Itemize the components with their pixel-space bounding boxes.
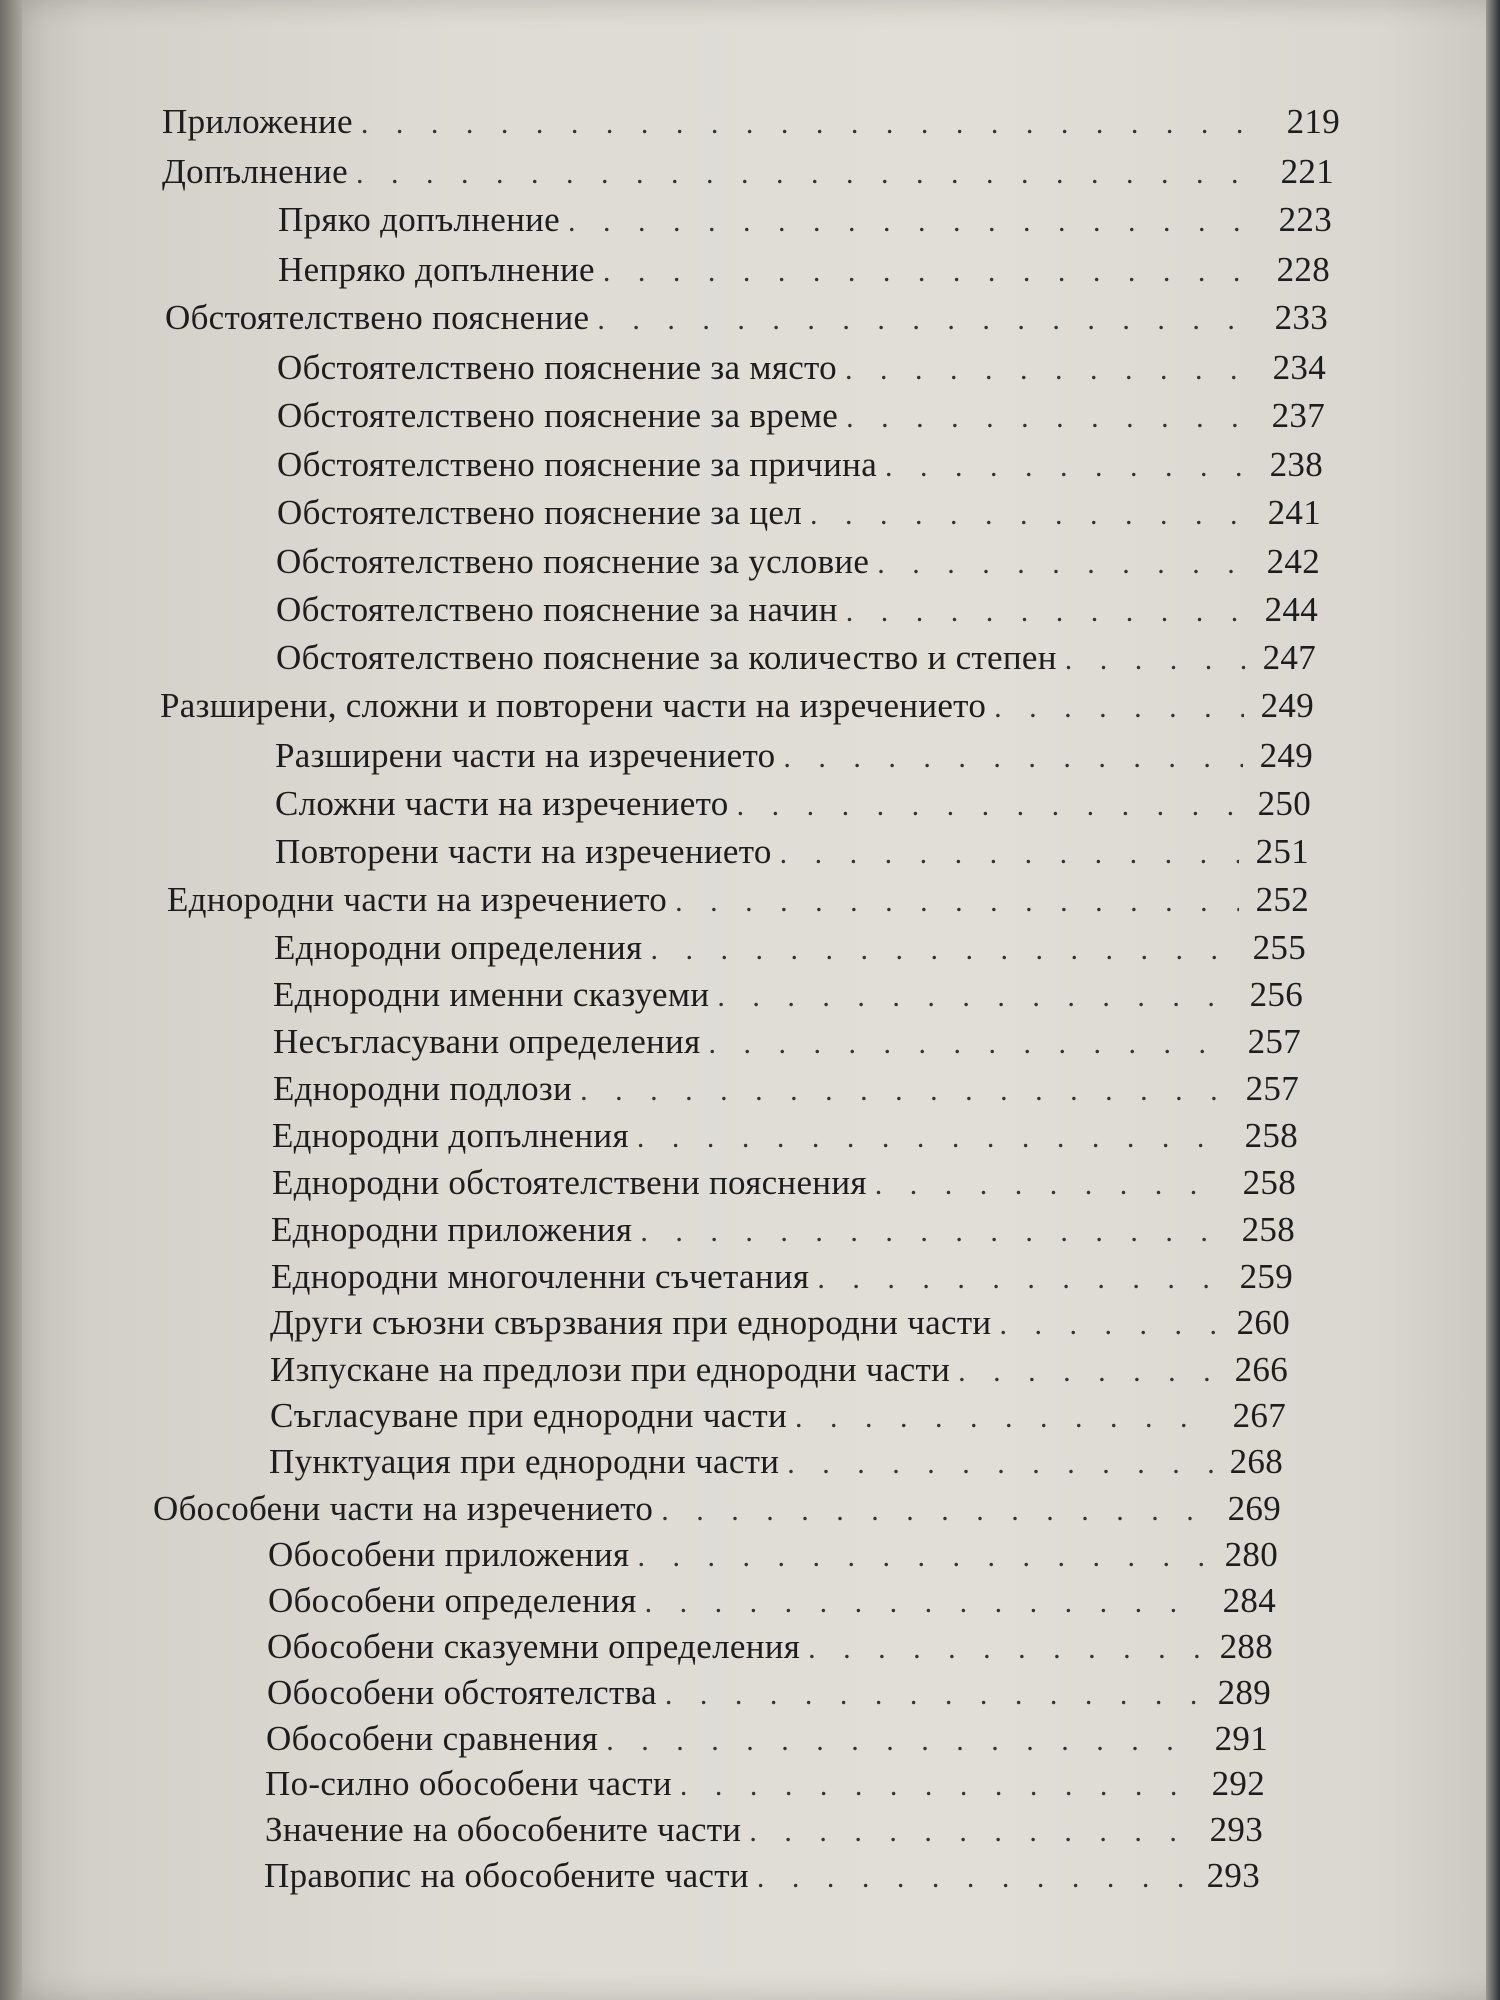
toc-entry-page: 266 <box>1234 1350 1288 1389</box>
dot-leader <box>680 1769 1195 1803</box>
toc-entry <box>271 1210 1295 1256</box>
toc-entry-page: 267 <box>1232 1396 1286 1435</box>
toc-entry-page: 244 <box>1264 590 1318 629</box>
dot-leader <box>661 1494 1211 1528</box>
toc-entry-title: Сложни части на изречението <box>275 784 729 823</box>
dot-leader <box>780 837 1239 871</box>
toc-entry-page: 293 <box>1206 1856 1260 1895</box>
dot-leader <box>597 303 1258 337</box>
toc-entry-title: По-силно обособени части <box>265 1764 672 1803</box>
toc-entry-page: 293 <box>1209 1810 1263 1849</box>
dot-leader <box>846 401 1255 435</box>
dot-leader <box>787 1447 1213 1481</box>
toc-entry-title: Еднородни именни сказуеми <box>273 975 710 1014</box>
dot-leader <box>645 1586 1206 1620</box>
dot-leader <box>810 498 1251 532</box>
dot-leader <box>603 255 1260 289</box>
toc-entry <box>278 250 1330 296</box>
toc-entry <box>272 1116 1298 1162</box>
toc-entry-title: Разширени части на изречението <box>275 736 776 775</box>
toc-entry-title: Изпускане на предлози при еднородни части <box>270 1350 951 1389</box>
toc-entry <box>275 832 1309 878</box>
dot-leader <box>817 1262 1223 1296</box>
dot-leader <box>846 595 1248 629</box>
toc-entry-page: 258 <box>1244 1116 1298 1155</box>
toc-entry-page: 258 <box>1241 1210 1295 1249</box>
toc-entry-page: 257 <box>1247 1022 1301 1061</box>
toc-entry-page: 259 <box>1239 1257 1293 1296</box>
toc-entry-title: Обособени обстоятелства <box>267 1673 657 1712</box>
toc-entry-page: 260 <box>1236 1303 1290 1342</box>
toc-entry-title: Обстоятелствено пояснение за начин <box>276 590 838 629</box>
toc-entry <box>273 975 1303 1021</box>
toc-entry-title: Пряко допълнение <box>278 200 561 239</box>
toc-entry <box>160 686 1314 732</box>
toc-entry-page: 228 <box>1276 250 1330 289</box>
toc-entry-title: Обособени сказуемни определения <box>267 1627 801 1666</box>
toc-entry <box>275 784 1311 830</box>
toc-entry-title: Обстоятелствено пояснение за количество и степен <box>276 638 1057 677</box>
toc-entry-page: 280 <box>1224 1535 1278 1574</box>
toc-entry <box>277 396 1325 442</box>
toc-entry-title: Обстоятелствено пояснение за цел <box>277 493 802 532</box>
toc-entry-page: 242 <box>1266 542 1320 581</box>
toc-entry-title: Непряко допълнение <box>278 250 595 289</box>
toc-entry <box>269 1442 1283 1488</box>
dot-leader <box>717 980 1233 1014</box>
toc-entry-page: 251 <box>1255 832 1309 871</box>
toc-entry-page: 257 <box>1245 1069 1299 1108</box>
toc-entry <box>275 736 1313 782</box>
toc-entry-page: 269 <box>1227 1489 1281 1528</box>
toc-entry-title: Правопис на обособените части <box>264 1856 749 1895</box>
toc-entry-page: 291 <box>1214 1719 1268 1758</box>
dot-leader <box>749 1815 1193 1849</box>
toc-entry-title: Обособени определения <box>268 1581 637 1620</box>
toc-entry-page: 258 <box>1242 1163 1296 1202</box>
toc-entry-page: 237 <box>1271 396 1325 435</box>
toc-entry <box>267 1627 1273 1673</box>
toc-entry <box>273 1022 1301 1068</box>
toc-entry <box>276 542 1320 588</box>
toc-entry <box>268 1581 1276 1627</box>
toc-entry <box>167 880 1309 926</box>
dot-leader <box>568 205 1262 239</box>
toc-entry <box>153 1489 1281 1535</box>
toc-entry-page: 256 <box>1249 975 1303 1014</box>
toc-entry <box>165 298 1328 344</box>
toc-entry-page: 268 <box>1229 1442 1283 1481</box>
dot-leader <box>640 1215 1225 1249</box>
dot-leader <box>999 1308 1220 1342</box>
dot-leader <box>737 789 1241 823</box>
dot-leader <box>665 1678 1201 1712</box>
page-edge <box>1486 0 1500 2000</box>
dot-leader <box>650 933 1236 967</box>
toc-entry <box>272 1163 1296 1209</box>
toc-entry-page: 292 <box>1211 1764 1265 1803</box>
dot-leader <box>580 1074 1229 1108</box>
toc-entry <box>276 638 1316 684</box>
toc-entry-title: Обстоятелствено пояснение за причина <box>277 445 878 484</box>
toc-entry-title: Повторени части на изречението <box>275 832 772 871</box>
toc-entry <box>278 200 1332 246</box>
toc-entry <box>267 1673 1271 1719</box>
toc-entry-title: Други съюзни свързвания при еднородни части <box>270 1303 992 1342</box>
dot-leader <box>361 107 1270 141</box>
toc-entry-title: Еднородни многочленни съчетания <box>271 1257 810 1296</box>
toc-entry-title: Обстоятелствено пояснение за място <box>277 348 837 387</box>
dot-leader <box>637 1540 1208 1574</box>
dot-leader <box>783 741 1243 775</box>
toc-entry-page: 284 <box>1222 1581 1276 1620</box>
toc-entry <box>277 348 1326 394</box>
toc-entry-title: Еднородни допълнения <box>272 1116 629 1155</box>
toc-entry-title: Пунктуация при еднородни части <box>269 1442 780 1481</box>
toc-entry <box>276 590 1318 636</box>
toc-entry-title: Разширени, сложни и повторени части на изречението <box>160 686 987 725</box>
toc-entry-page: 249 <box>1259 736 1313 775</box>
toc-entry-title: Обстоятелствено пояснение <box>165 298 590 337</box>
toc-entry <box>265 1764 1265 1810</box>
dot-leader <box>875 1168 1226 1202</box>
toc-entry-page: 288 <box>1219 1627 1273 1666</box>
toc-entry-page: 255 <box>1252 928 1306 967</box>
dot-leader <box>845 353 1256 387</box>
dot-leader <box>958 1355 1218 1389</box>
toc-entry <box>273 1069 1299 1115</box>
dot-leader <box>1065 643 1246 677</box>
toc-entry-title: Еднородни обстоятелствени пояснения <box>272 1163 867 1202</box>
toc-entry-page: 233 <box>1274 298 1328 337</box>
toc-entry-page: 250 <box>1257 784 1311 823</box>
toc-entry <box>277 445 1323 491</box>
toc-entry-page: 219 <box>1286 102 1340 141</box>
dot-leader <box>356 157 1264 191</box>
dot-leader <box>606 1724 1198 1758</box>
toc-entry-page: 241 <box>1267 493 1321 532</box>
dot-leader <box>757 1861 1190 1895</box>
toc-entry-title: Допълнение <box>162 152 348 191</box>
book-spine-shadow <box>0 0 22 2000</box>
toc-entry-title: Несъгласувани определения <box>273 1022 701 1061</box>
toc-entry-title: Обстоятелствено пояснение за условие <box>276 542 870 581</box>
dot-leader <box>877 547 1250 581</box>
toc-entry-title: Обособени части на изречението <box>153 1489 654 1528</box>
toc-entry-title: Еднородни определения <box>274 928 643 967</box>
toc-entry <box>270 1396 1286 1442</box>
dot-leader <box>637 1121 1228 1155</box>
toc-entry-page: 223 <box>1278 200 1332 239</box>
toc-entry-title: Еднородни приложения <box>271 1210 633 1249</box>
toc-entry <box>270 1350 1288 1396</box>
toc-entry-title: Значение на обособените части <box>265 1810 742 1849</box>
dot-leader <box>795 1401 1216 1435</box>
dot-leader <box>808 1632 1203 1666</box>
toc-entry-page: 221 <box>1280 152 1334 191</box>
toc-entry-page: 247 <box>1262 638 1316 677</box>
toc-entry-page: 252 <box>1255 880 1309 919</box>
dot-leader <box>708 1027 1231 1061</box>
toc-entry <box>270 1303 1290 1349</box>
toc-entry <box>264 1856 1260 1902</box>
toc-entry <box>162 102 1340 148</box>
dot-leader <box>994 691 1244 725</box>
toc-entry <box>162 152 1334 198</box>
toc-entry <box>265 1810 1263 1856</box>
dot-leader <box>885 450 1253 484</box>
toc-entry-title: Еднородни части на изречението <box>167 880 668 919</box>
toc-entry-page: 289 <box>1217 1673 1271 1712</box>
toc-entry <box>274 928 1306 974</box>
toc-entry <box>277 493 1321 539</box>
toc-entry <box>271 1257 1293 1303</box>
toc-entry-title: Обособени сравнения <box>266 1719 599 1758</box>
dot-leader <box>675 885 1239 919</box>
toc-entry <box>266 1719 1268 1765</box>
toc-entry-title: Съгласуване при еднородни части <box>270 1396 788 1435</box>
toc-entry-title: Еднородни подлози <box>273 1069 573 1108</box>
toc-entry-title: Приложение <box>162 102 353 141</box>
toc-entry-page: 249 <box>1260 686 1314 725</box>
toc-entry-title: Обособени приложения <box>268 1535 630 1574</box>
toc-entry <box>268 1535 1278 1581</box>
toc-entry-page: 234 <box>1272 348 1326 387</box>
toc-entry-title: Обстоятелствено пояснение за време <box>277 396 839 435</box>
toc-entry-page: 238 <box>1269 445 1323 484</box>
